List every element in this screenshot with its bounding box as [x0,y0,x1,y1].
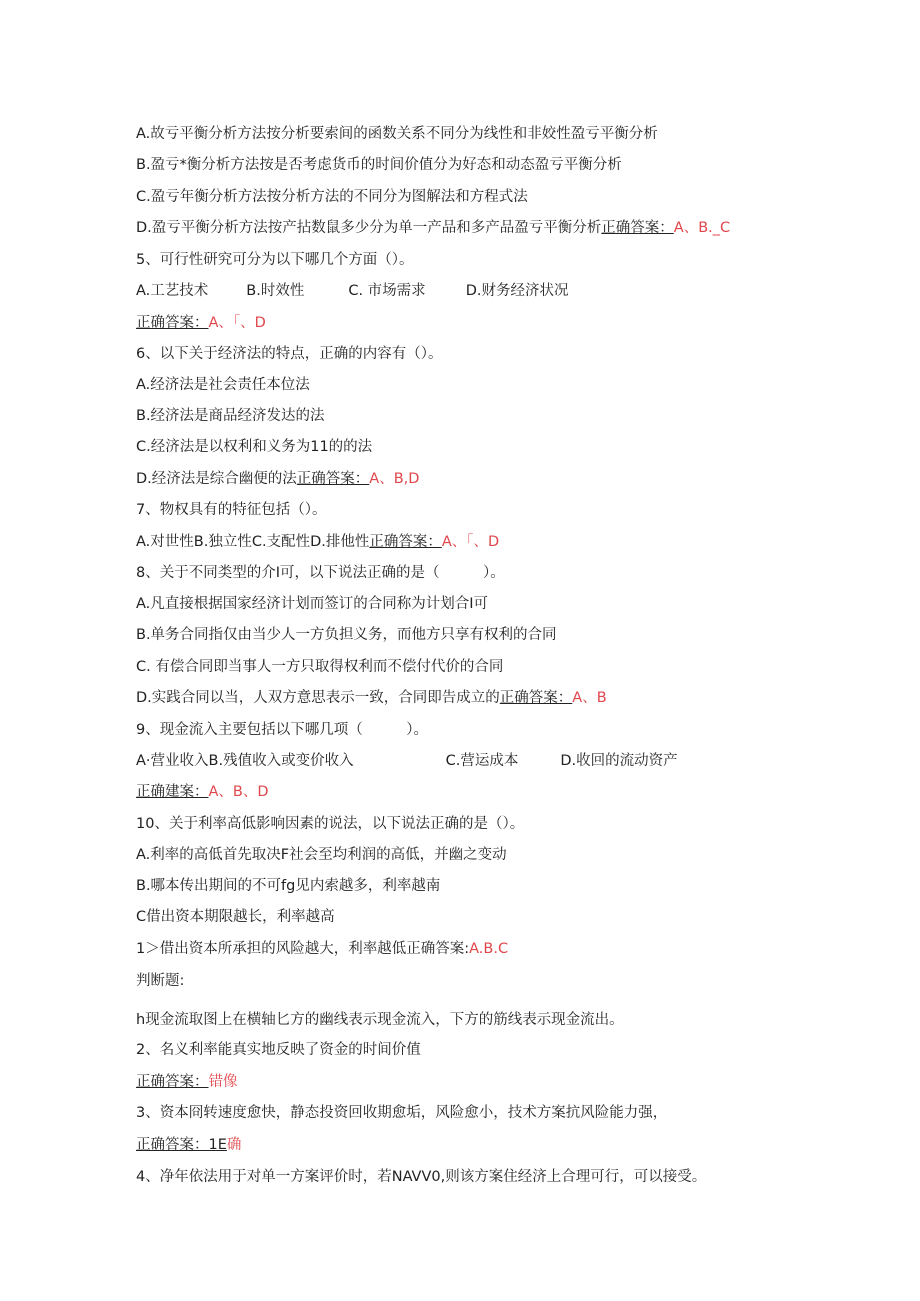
question-8-option-d: D.实践合同以当，人双方意思表示一致，合同即告成立的正确答案：A、B [136,690,607,706]
question-9-answer: 正确建案：A、B、D [136,784,269,800]
question-6-option-b: B.经济法是商品经济发达的法 [136,408,325,424]
question-6-option-c: C.经济法是以权利和义务为11的的法 [136,439,373,455]
judgement-3: 3、资本冏转速度愈快，静态投资回收期愈垢，风险愈小，技术方案抗风险能力强， [136,1105,668,1121]
question-6: 6、以下关于经济法的特点，正确的内容有（）。 [136,346,443,362]
question-8-option-c: C. 有偿合同即当事人一方只取得权利而不偿付代价的合同 [136,659,504,675]
judgement-section-title: 判断题: [136,973,185,989]
question-6-option-d: D.经济法是综合幽便的法正确答案：A、B,D [136,471,420,487]
question-8-option-a: A.凡直接根据国家经济计划而签订的合同称为计划合Ι可 [136,596,489,612]
question-8: 8、关于不同类型的介Ι可，以下说法正确的是（ ）。 [136,565,505,581]
judgement-3-answer: 正确答案：1E确 [136,1137,242,1153]
question-5-answer: 正确答案：A、「、D [136,315,266,331]
question-5-options: A.工艺技术 B.时效性 C. 市场需求 D.财务经济状况 [136,283,569,299]
question-10-option-a: A.利率的高低首先取决F社会至均利润的高低，并幽之变动 [136,847,507,863]
option-c-line: C.盈亏年衡分析方法按分析方法的不同分为图解法和方程式法 [136,189,528,205]
question-9-options: A·营业收入B.残值收入或变价收入 C.营运成本 D.收回的流动资产 [136,753,678,769]
question-8-option-b: B.单务合同指仅由当少人一方负担义务，而他方只享有权利的合同 [136,627,557,643]
question-10: 10、关于利率高低影响因素的说法，以下说法正确的是（）。 [136,816,525,832]
question-10-option-d: 1＞借出资本所承担的风险越大，利率越低正确答案:A.B.C [136,941,509,957]
question-6-option-a: A.经济法是社会责任本位法 [136,377,310,393]
question-7: 7、物权具有的特征包括（）。 [136,502,327,518]
option-a-line: A.故亏平衡分析方法按分析要索间的函数关系不同分为线性和非姣性盈亏平衡分析 [136,126,658,142]
judgement-1: h现金流取图上在横轴匕方的幽线表示现金流入，下方的筋线表示现金流出。 [136,1012,624,1028]
question-10-option-b: B.哪本传出期间的不可fg见内索越多，利率越南 [136,878,441,894]
judgement-2: 2、名义利率能真实地反映了资金的时间价值 [136,1042,421,1058]
question-9: 9、现金流入主要包括以下哪几项（ ）。 [136,722,428,738]
question-7-options: A.对世性B.独立性C.支配性D.排他性正确答案：A、「、D [136,534,500,550]
judgement-2-answer: 正确答案：错像 [136,1074,238,1090]
judgement-4: 4、净年依法用于对单一方案评价时，若NAVV0,则该方案住经济上合理可行，可以接受。 [136,1169,707,1185]
option-d-line: D.盈亏平衡分析方法按产拈数鼠多少分为单一产品和多产品盈亏平衡分析正确答案：A、B._C [136,220,731,236]
question-5: 5、可行性研究可分为以下哪几个方面（）。 [136,252,414,268]
option-b-line: B.盈亏*衡分析方法按是否考虑货币的时间价值分为好态和动态盈亏平衡分析 [136,157,622,173]
answer-label: 正确答案： [601,220,674,236]
answer-value: A、B._C [673,220,731,236]
question-10-option-c: C借出资本期限越长，利率越高 [136,909,335,925]
